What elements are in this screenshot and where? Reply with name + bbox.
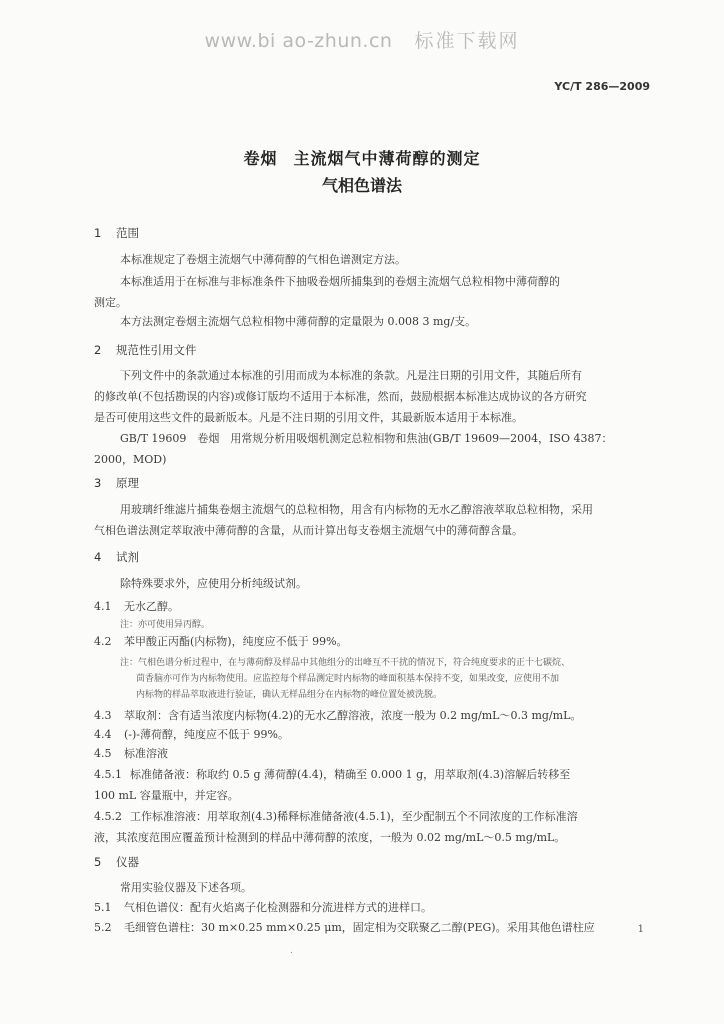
section-heading-2 bbox=[94, 342, 197, 358]
section-title: 原理 bbox=[116, 476, 139, 490]
clause-number: 4.4 bbox=[94, 728, 112, 741]
clause-continuation: 液，其浓度范围应覆盖预计检测到的样品中薄荷醇的浓度，一般为 0.02 mg/mL～0.5 mg/mL。 bbox=[94, 831, 566, 844]
paragraph-continuation: 测定。 bbox=[94, 296, 127, 309]
paragraph-continuation: 是否可使用这些文件的最新版本。凡是不注日期的引用文件，其最新版本适用于本标准。 bbox=[94, 411, 523, 424]
section-number: 1 bbox=[94, 226, 102, 240]
clause-number: 5.1 bbox=[94, 901, 112, 914]
clause-continuation: 100 mL 容量瓶中，并定容。 bbox=[94, 789, 239, 802]
clause-text: 苯甲酸正丙酯(内标物)，纯度应不低于 99%。 bbox=[124, 635, 348, 648]
clause-4-1 bbox=[94, 596, 654, 618]
clause-4-2 bbox=[94, 631, 654, 653]
clause-4-5-2 bbox=[94, 806, 654, 828]
clause-text: (-)-薄荷醇，纯度应不低于 99%。 bbox=[124, 728, 289, 741]
document-number: YC/T 286—2009 bbox=[554, 80, 650, 93]
clause-number: 4.1 bbox=[94, 600, 112, 613]
section-number: 5 bbox=[94, 855, 102, 869]
title-line-1 bbox=[0, 145, 724, 172]
clause-4-5-1 bbox=[94, 764, 654, 786]
section-heading-3 bbox=[94, 475, 139, 491]
page-number: 1 bbox=[637, 924, 644, 935]
section-heading-1 bbox=[94, 225, 139, 241]
title-line-2: 气相色谱法 bbox=[321, 176, 402, 195]
note-continuation: 茴香脑亦可作为内标物使用。应监控每个样品测定时内标物的峰面积基本保持不变，如果改变，应使用不加 bbox=[136, 674, 560, 684]
clause-number: 4.3 bbox=[94, 709, 112, 722]
reference-entry: GB/T 19609 卷烟 用常规分析用吸烟机测定总粒相物和焦油(GB/T 19609—2004，ISO 4387： bbox=[120, 432, 613, 445]
section-heading-5 bbox=[94, 854, 139, 870]
section-number: 3 bbox=[94, 476, 102, 490]
stray-dot: . bbox=[290, 946, 293, 956]
clause-text: 毛细管色谱柱：30 m×0.25 mm×0.25 μm，固定相为交联聚乙二醇(PEG)。采用其他色谱柱应 bbox=[124, 921, 595, 934]
clause-5-1 bbox=[94, 897, 654, 919]
section-title: 仪器 bbox=[116, 855, 139, 869]
section-heading-4 bbox=[94, 549, 139, 565]
paragraph-continuation: 的修改单(不包括勘误的内容)或修订版均不适用于本标准，然而，鼓励根据本标准达成协议的各方研究 bbox=[94, 390, 587, 403]
clause-4-5 bbox=[94, 743, 654, 765]
document-title bbox=[0, 145, 724, 199]
paragraph: 下列文件中的条款通过本标准的引用而成为本标准的条款。凡是注日期的引用文件，其随后所有 bbox=[120, 369, 582, 382]
clause-number: 5.2 bbox=[94, 921, 112, 934]
clause-text: 标准储备液：称取约 0.5 g 薄荷醇(4.4)，精确至 0.000 1 g，用萃取剂(4.3)溶解后转移至 bbox=[130, 768, 571, 781]
watermark bbox=[0, 26, 724, 53]
clause-text: 萃取剂：含有适当浓度内标物(4.2)的无水乙醇溶液，浓度一般为 0.2 mg/mL～0.3 mg/mL。 bbox=[124, 709, 582, 722]
paragraph: 常用实验仪器及下述各项。 bbox=[120, 881, 252, 894]
title-part-b: 主流烟气中薄荷醇的测定 bbox=[293, 149, 481, 168]
clause-number: 4.5.1 bbox=[94, 768, 122, 781]
paragraph: 除特殊要求外，应使用分析纯级试剂。 bbox=[120, 577, 307, 590]
paragraph: 本方法测定卷烟主流烟气总粒相物中薄荷醇的定量限为 0.008 3 mg/支。 bbox=[120, 315, 477, 328]
clause-number: 4.2 bbox=[94, 635, 112, 648]
note: 注：气相色谱分析过程中，在与薄荷醇及样品中其他组分的出峰互不干扰的情况下，符合纯度要求的正十七碳烷、 bbox=[120, 658, 571, 668]
note-continuation: 内标物的样品萃取液进行验证，确认无样品组分在内标物的峰位置处被洗脱。 bbox=[136, 690, 443, 700]
section-number: 4 bbox=[94, 550, 102, 564]
clause-number: 4.5 bbox=[94, 747, 112, 760]
paragraph: 本标准适用于在标准与非标准条件下抽吸卷烟所捕集到的卷烟主流烟气总粒相物中薄荷醇的 bbox=[120, 275, 560, 288]
clause-text: 无水乙醇。 bbox=[124, 600, 179, 613]
watermark-site-name: 标准下载网 bbox=[414, 30, 520, 52]
reference-entry-continuation: 2000，MOD) bbox=[94, 453, 167, 466]
paragraph: 本标准规定了卷烟主流烟气中薄荷醇的气相色谱测定方法。 bbox=[120, 253, 406, 266]
section-title: 范围 bbox=[116, 226, 139, 240]
clause-text: 气相色谱仪：配有火焰离子化检测器和分流进样方式的进样口。 bbox=[124, 901, 432, 914]
paragraph-continuation: 气相色谱法测定萃取液中薄荷醇的含量，从而计算出每支卷烟主流烟气中的薄荷醇含量。 bbox=[94, 524, 523, 537]
clause-text: 标准溶液 bbox=[124, 747, 168, 760]
section-number: 2 bbox=[94, 343, 102, 357]
section-title: 试剂 bbox=[116, 550, 139, 564]
paragraph: 用玻璃纤维滤片捕集卷烟主流烟气的总粒相物，用含有内标物的无水乙醇溶液萃取总粒相物，采用 bbox=[120, 503, 593, 516]
title-part-a: 卷烟 bbox=[243, 149, 278, 168]
watermark-url: www.bi ao-zhun.cn bbox=[204, 30, 393, 52]
clause-text: 工作标准溶液：用萃取剂(4.3)稀释标准储备液(4.5.1)，至少配制五个不同浓度的工作标准溶 bbox=[130, 810, 578, 823]
note: 注：亦可使用异丙醇。 bbox=[120, 620, 211, 630]
section-title: 规范性引用文件 bbox=[116, 343, 197, 357]
clause-5-2 bbox=[94, 917, 654, 939]
clause-number: 4.5.2 bbox=[94, 810, 122, 823]
